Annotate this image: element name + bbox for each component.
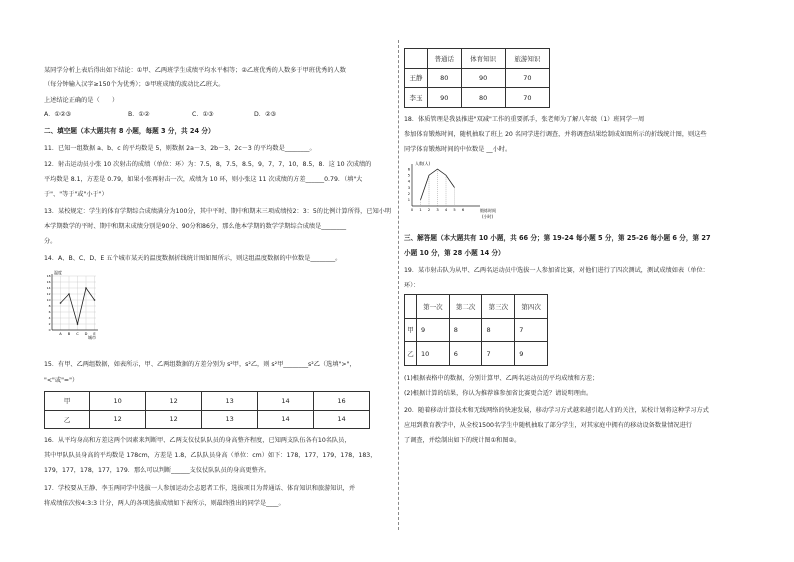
section3-header-line2: 小题 10 分，第 28 小题 14 分）	[404, 249, 505, 257]
q12-line1: 12．射击运动员小张 10 次射击的成绩（单位：环）为：7.5，8，7.5，8.5，9，7，7，10，8.5，8．这 10 次成绩的	[44, 161, 372, 168]
q18-ytick: 1	[407, 198, 410, 203]
table-header-cell: 第一次	[416, 295, 449, 319]
q18-xtick: 0	[410, 208, 414, 212]
q15-line2: "<"或"="）	[44, 377, 79, 384]
q18-xtick: 6	[461, 208, 465, 212]
q14-ytick: 2	[48, 322, 51, 327]
table-cell: 80	[461, 88, 505, 108]
q18-xtick: 1	[419, 208, 422, 212]
table-header-cell: 体育知识	[461, 49, 505, 69]
table-header-cell: 旅游知识	[505, 49, 549, 69]
table-cell: 李玉	[405, 88, 428, 108]
table-cell: 乙	[45, 410, 90, 429]
table-cell: 90	[461, 68, 505, 88]
table-cell: 70	[505, 88, 549, 108]
table-cell: 13	[202, 392, 258, 411]
q14-grid	[52, 276, 96, 330]
table-cell: 90	[427, 88, 461, 108]
q20-line2: 应用到教育教学中，从全校1500名学生中随机抽取了部分学生，对其家庭中拥有的移动设备数量情况进行	[404, 422, 692, 429]
q9-option-a[interactable]: A．①②③	[44, 111, 72, 118]
q9-option-c[interactable]: C．①③	[192, 111, 214, 118]
q9-intro-line1: 某同学分析上表后得出如下结论：①甲、乙两班学生成绩平均水平相等；②乙班优秀的人数多于甲班优秀的人数	[44, 67, 346, 74]
q16-line2: 其中甲队队员身高的平均数是 178cm，方差是 1.8，乙队队员身高（单位：cm）如下：178，177，179，178，183，	[44, 452, 377, 459]
table-cell: 10	[416, 342, 449, 366]
q15-line1: 15．有甲、乙两组数据，如表所示，甲、乙两组数据的方差分别为 s²甲，s²乙，则 s²甲________s²乙（选填">"，	[44, 361, 356, 368]
q9-option-d[interactable]: D．②③	[254, 111, 277, 118]
column-divider	[398, 40, 399, 530]
q18-ylabel: 人数(人)	[415, 161, 431, 166]
table-header-cell: 第三次	[482, 295, 515, 319]
q18-xlabel: 锻炼时间	[480, 208, 496, 213]
q17-score-table	[404, 48, 550, 108]
q18-line3: 同学体育锻炼时间的中位数是 __小时。	[404, 146, 512, 153]
q14-ytick: 10	[46, 298, 51, 303]
q13-line3: 分。	[44, 238, 57, 245]
table-header-cell: 第四次	[515, 295, 548, 319]
q18-ytick: 4	[407, 179, 410, 184]
q12-line2: 平均数是 8.1，方差是 0.79，如果小张再射击一次，成绩为 10 环，则小张这 11 次成绩的方差______0.79．（填"大	[44, 176, 363, 183]
q14-point	[85, 287, 87, 289]
q18-line2: 参加体育锻炼时间，随机抽取了班上 20 名同学进行调查，并将调查结果绘制成如图所示的折线统计图，则这些	[404, 131, 707, 138]
table-row	[405, 295, 548, 319]
q14-point	[77, 323, 79, 325]
q14-xtick: D	[84, 332, 88, 336]
table-cell: 13	[202, 410, 258, 429]
q14-xlabel: 城市	[88, 335, 96, 340]
q20-line1: 20．随着移动计算技术和无线网络的快速发展，移动学习方式越来越引起人们的关注，某校计划将这种学习方式	[404, 407, 709, 414]
q17-line1: 17．学校要从王静、李玉两同学中选拔一人参加运动会志愿者工作，选拔项目为普通话、体育知识和旅游知识，并	[44, 485, 356, 492]
table-row	[45, 392, 370, 411]
q18-line1: 18．体质管理是我县推进"双减"工作的重要抓手，张老师为了解八年级（1）班同学一周	[404, 116, 645, 123]
q14-ytick: 14	[46, 286, 51, 291]
q14-ylabel: 温度	[54, 270, 62, 275]
table-cell: 70	[505, 68, 549, 88]
table-cell: 7	[482, 342, 515, 366]
q9-option-b[interactable]: B．①②	[128, 111, 150, 118]
table-cell: 7	[515, 318, 548, 342]
q18-ytick: 6	[407, 167, 410, 172]
q15-table	[44, 391, 370, 429]
table-cell: 12	[146, 392, 202, 411]
table-header-cell: 第二次	[449, 295, 482, 319]
table-row	[405, 342, 548, 366]
table-header-cell	[405, 295, 417, 319]
q11: 11．已知一组数据 a、b、c 的平均数是 5，则数据 2a－3、2b－3、2c－3 的平均数是________。	[44, 145, 316, 152]
table-row	[45, 410, 370, 429]
table-cell: 12	[146, 410, 202, 429]
table-cell: 9	[416, 318, 449, 342]
q9-question: 上述结论正确的是（ ）	[44, 97, 119, 104]
table-cell: 9	[515, 342, 548, 366]
q14-xtick: A	[59, 332, 62, 336]
table-cell: 16	[314, 392, 370, 411]
q18-xtick: 4	[444, 208, 448, 212]
table-row	[405, 318, 548, 342]
q17-line2: 将成绩依次按4:3:3 计分，两人的各项选拔成绩如下表所示，则最终胜出的同学是____。	[44, 500, 285, 507]
q14-point	[94, 299, 96, 301]
table-cell: 14	[258, 410, 314, 429]
q14-ytick: 12	[46, 292, 51, 297]
q19-part1: (1)根据表格中的数据，分别计算甲、乙两名运动员的平均成绩和方差；	[404, 375, 599, 382]
table-row	[405, 49, 550, 69]
q18-ytick: 5	[407, 173, 410, 178]
q19-score-table	[404, 294, 548, 366]
q14-xtick: C	[76, 332, 79, 336]
table-cell: 甲	[45, 392, 90, 411]
q14-xtick: B	[67, 332, 71, 336]
q18-xtick: 3	[436, 208, 439, 212]
q18-xtick: 5	[453, 208, 456, 212]
table-header-cell: 普通话	[427, 49, 461, 69]
q14-point	[60, 302, 62, 304]
table-header-cell	[405, 49, 428, 69]
table-row	[405, 88, 550, 108]
table-cell: 80	[427, 68, 461, 88]
q19-line2: 环）：	[404, 282, 420, 289]
q14-ytick: 6	[48, 310, 51, 315]
table-cell: 14	[258, 392, 314, 411]
q16-line1: 16．从平均身高和方差这两个因素来判断甲、乙两支仪仗队队员的身高整齐程度，已知两支队伍各有10名队员，	[44, 437, 351, 444]
section2-header: 二、填空题（本大题共有 8 小题，每题 3 分，共 24 分）	[44, 127, 215, 135]
q14-temperature-chart	[44, 268, 102, 342]
table-cell: 8	[482, 318, 515, 342]
q14-ytick: 8	[48, 304, 51, 309]
q19-line1: 19．某市射击队为从甲、乙两名运动员中选拔一人参加省比赛，对他们进行了四次测试，测试成绩如表（单位：	[404, 267, 709, 274]
table-cell: 6	[449, 342, 482, 366]
section3-header: 三、解答题（本大题共有 10 小题，共 66 分；第 19-24 每小题 5 分，第 25-26 每小题 6 分，第 27	[404, 234, 711, 242]
table-cell: 王静	[405, 68, 428, 88]
q14-point	[68, 293, 70, 295]
q19-part2: (2)根据计算的结果，你认为推荐谁参加省比赛更合适？请说明理由。	[404, 390, 593, 397]
q18-xtick: 2	[427, 208, 431, 212]
q14-ytick: 0	[48, 328, 51, 333]
q18-ytick: 2	[407, 191, 410, 196]
q13-line1: 13．某校规定：学生的体育学期综合成绩满分为100分，其中平时、期中和期末三项成绩按2：3：5的比例计算所得，已知小明	[44, 208, 392, 215]
table-cell: 甲	[405, 318, 417, 342]
q12-line3: 于"、"等于"或"小于"）	[44, 191, 108, 198]
table-cell: 10	[90, 392, 146, 411]
q18-exercise-chart	[404, 158, 500, 222]
table-row	[405, 68, 550, 88]
q14-xtick: E	[93, 332, 96, 336]
table-cell: 14	[314, 410, 370, 429]
q20-line3: 了调查，并绘制出如下的统计图①和图②。	[404, 437, 521, 444]
q13-line2: 本学期数学的平时、期中和期末成绩分别是90分、90分和86分，那么他本学期的数学学期综合成绩是________	[44, 223, 347, 230]
q18-ytick: 3	[407, 185, 410, 190]
q14-ytick: 16	[46, 280, 51, 285]
q18-xunit: (小时)	[482, 214, 494, 219]
table-cell: 12	[90, 410, 146, 429]
q16-line3: 179，177，178，177，179．那么可以判断______支仪仗队队员的身高更整齐。	[44, 467, 271, 474]
table-cell: 乙	[405, 342, 417, 366]
q14-ytick: 18	[46, 274, 51, 279]
table-cell: 8	[449, 318, 482, 342]
q14: 14．A、B、C、D、E 五个城市某天的温度数据折线统计图如图所示，则这组温度数据的中位数是________。	[44, 255, 342, 262]
q14-ytick: 4	[48, 316, 51, 321]
q9-intro-line2: （每分钟输入汉字≥150个为优秀）；③甲班成绩的波动比乙班大。	[44, 81, 225, 88]
